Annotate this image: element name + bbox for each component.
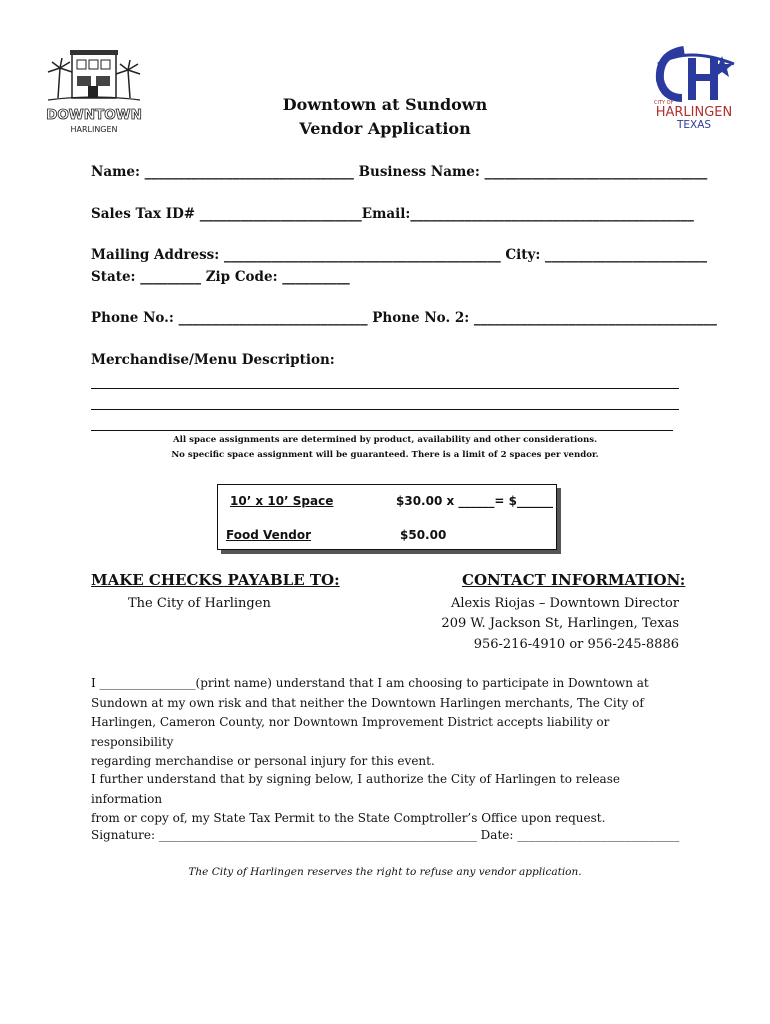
waiver-line: regarding merchandise or personal injury for this event. xyxy=(91,754,435,768)
fee-box xyxy=(217,484,557,550)
logo-right-small: CITY OF xyxy=(654,100,674,106)
contact-phones: 956-216-4910 or 956-245-8886 xyxy=(473,637,679,652)
page-title: Downtown at Sundown xyxy=(282,95,488,114)
waiver-paragraph xyxy=(91,674,691,772)
space-price[interactable]: $30.00 x ______= $______ xyxy=(396,494,553,508)
logo-right-city: HARLINGEN xyxy=(655,105,733,120)
space-label: 10’ x 10’ Space xyxy=(230,494,334,508)
name-business-field[interactable]: Name: _______________________________ Business Name: _________________________________ xyxy=(91,164,708,180)
payable-value: The City of Harlingen xyxy=(128,596,271,611)
signature-date-field[interactable]: Signature: _____________________________________________________ Date: ___________________________ xyxy=(91,828,680,842)
contact-name: Alexis Riojas – Downtown Director xyxy=(451,596,679,611)
food-vendor-price: $50.00 xyxy=(400,528,447,542)
tax-email-field[interactable]: Sales Tax ID# ________________________Email:__________________________________________ xyxy=(91,206,694,222)
logo-left-city: HARLINGEN xyxy=(70,125,118,134)
state-zip-field[interactable]: State: _________ Zip Code: __________ xyxy=(91,269,350,285)
authorization-line: I further understand that by signing below, I authorize the City of Harlingen to release information xyxy=(91,772,620,806)
logo-right-state: TEXAS xyxy=(676,119,712,131)
waiver-line: I ________________(print name) understand that I am choosing to participate in Downtown at xyxy=(91,676,649,690)
assignment-note-2: No specific space assignment will be guaranteed. There is a limit of 2 spaces per vendor. xyxy=(171,450,599,460)
footer-note: The City of Harlingen reserves the right to refuse any vendor application. xyxy=(188,866,582,878)
description-line-1[interactable] xyxy=(91,388,679,389)
mailing-city-field[interactable]: Mailing Address: _________________________________________ City: ________________________ xyxy=(91,247,708,263)
waiver-line: Sundown at my own risk and that neither the Downtown Harlingen merchants, The City of xyxy=(91,695,644,710)
contact-header: CONTACT INFORMATION: xyxy=(462,571,686,589)
description-line-2[interactable] xyxy=(91,409,679,410)
waiver-line: Harlingen, Cameron County, nor Downtown Improvement District accepts liability or responsibility xyxy=(91,715,610,749)
assignment-note-1: All space assignments are determined by product, availability and other considerations. xyxy=(172,435,598,445)
payable-header: MAKE CHECKS PAYABLE TO: xyxy=(91,571,340,589)
description-line-3[interactable] xyxy=(91,430,673,431)
logo-left-name: DOWNTOWN xyxy=(46,107,142,123)
merchandise-label: Merchandise/Menu Description: xyxy=(91,352,335,368)
phone-field[interactable]: Phone No.: ____________________________ Phone No. 2: ____________________________________ xyxy=(91,310,717,326)
contact-address: 209 W. Jackson St, Harlingen, Texas xyxy=(441,616,679,631)
authorization-line: from or copy of, my State Tax Permit to the State Comptroller’s Office upon request. xyxy=(91,811,606,825)
food-vendor-label: Food Vendor xyxy=(226,528,312,542)
authorization-paragraph xyxy=(91,770,691,829)
page-subtitle: Vendor Application xyxy=(299,119,471,138)
